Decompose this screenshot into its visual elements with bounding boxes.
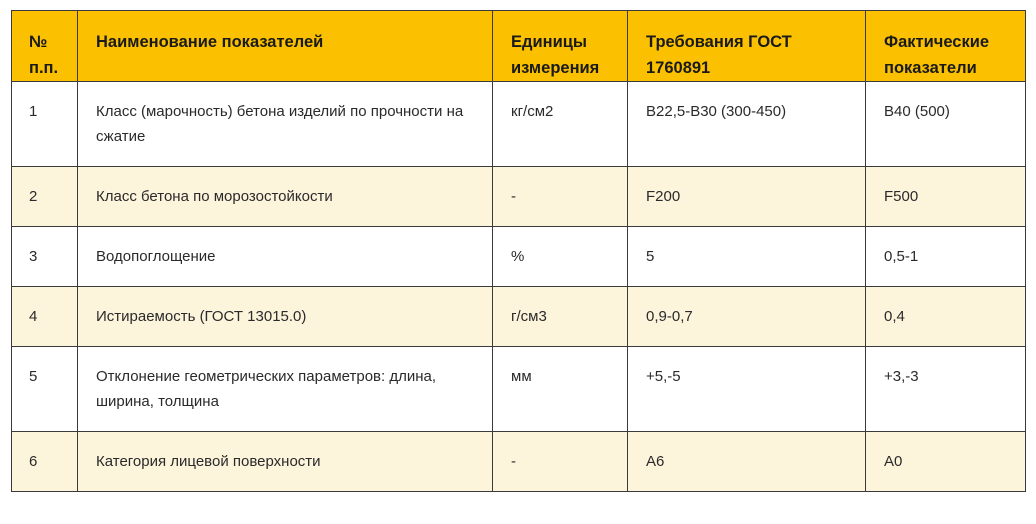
row-requirement: А6 [628,432,866,492]
row-name: Отклонение геометрических параметров: длина, ширина, толщина [78,347,493,432]
row-number: 4 [12,287,78,347]
table-row [12,287,1026,347]
table-row [12,347,1026,432]
table-row [12,227,1026,287]
row-unit: - [493,432,628,492]
row-requirement: F200 [628,167,866,227]
table-row [12,82,1026,167]
row-name: Категория лицевой поверхности [78,432,493,492]
row-name: Водопоглощение [78,227,493,287]
row-actual: +3,-3 [866,347,1026,432]
header-number: № п.п. [12,11,78,82]
row-number: 3 [12,227,78,287]
table-row [12,432,1026,492]
header-gost-requirement: Требования ГОСТ 1760891 [628,11,866,82]
row-number: 5 [12,347,78,432]
row-requirement: В22,5-В30 (300-450) [628,82,866,167]
row-unit: % [493,227,628,287]
row-number: 1 [12,82,78,167]
row-name: Класс (марочность) бетона изделий по прочности на сжатие [78,82,493,167]
row-number: 6 [12,432,78,492]
row-unit: мм [493,347,628,432]
header-unit: Единицы измерения [493,11,628,82]
table-row [12,167,1026,227]
row-requirement: +5,-5 [628,347,866,432]
row-actual: 0,5-1 [866,227,1026,287]
row-actual: F500 [866,167,1026,227]
row-requirement: 0,9-0,7 [628,287,866,347]
row-actual: В40 (500) [866,82,1026,167]
row-name: Класс бетона по морозостойкости [78,167,493,227]
header-name: Наименование показателей [78,11,493,82]
specs-table [11,10,1026,492]
row-number: 2 [12,167,78,227]
table-header-row [12,11,1026,82]
row-name: Истираемость (ГОСТ 13015.0) [78,287,493,347]
row-requirement: 5 [628,227,866,287]
row-actual: А0 [866,432,1026,492]
row-actual: 0,4 [866,287,1026,347]
row-unit: г/см3 [493,287,628,347]
header-actual: Фактические показатели [866,11,1026,82]
row-unit: - [493,167,628,227]
row-unit: кг/см2 [493,82,628,167]
